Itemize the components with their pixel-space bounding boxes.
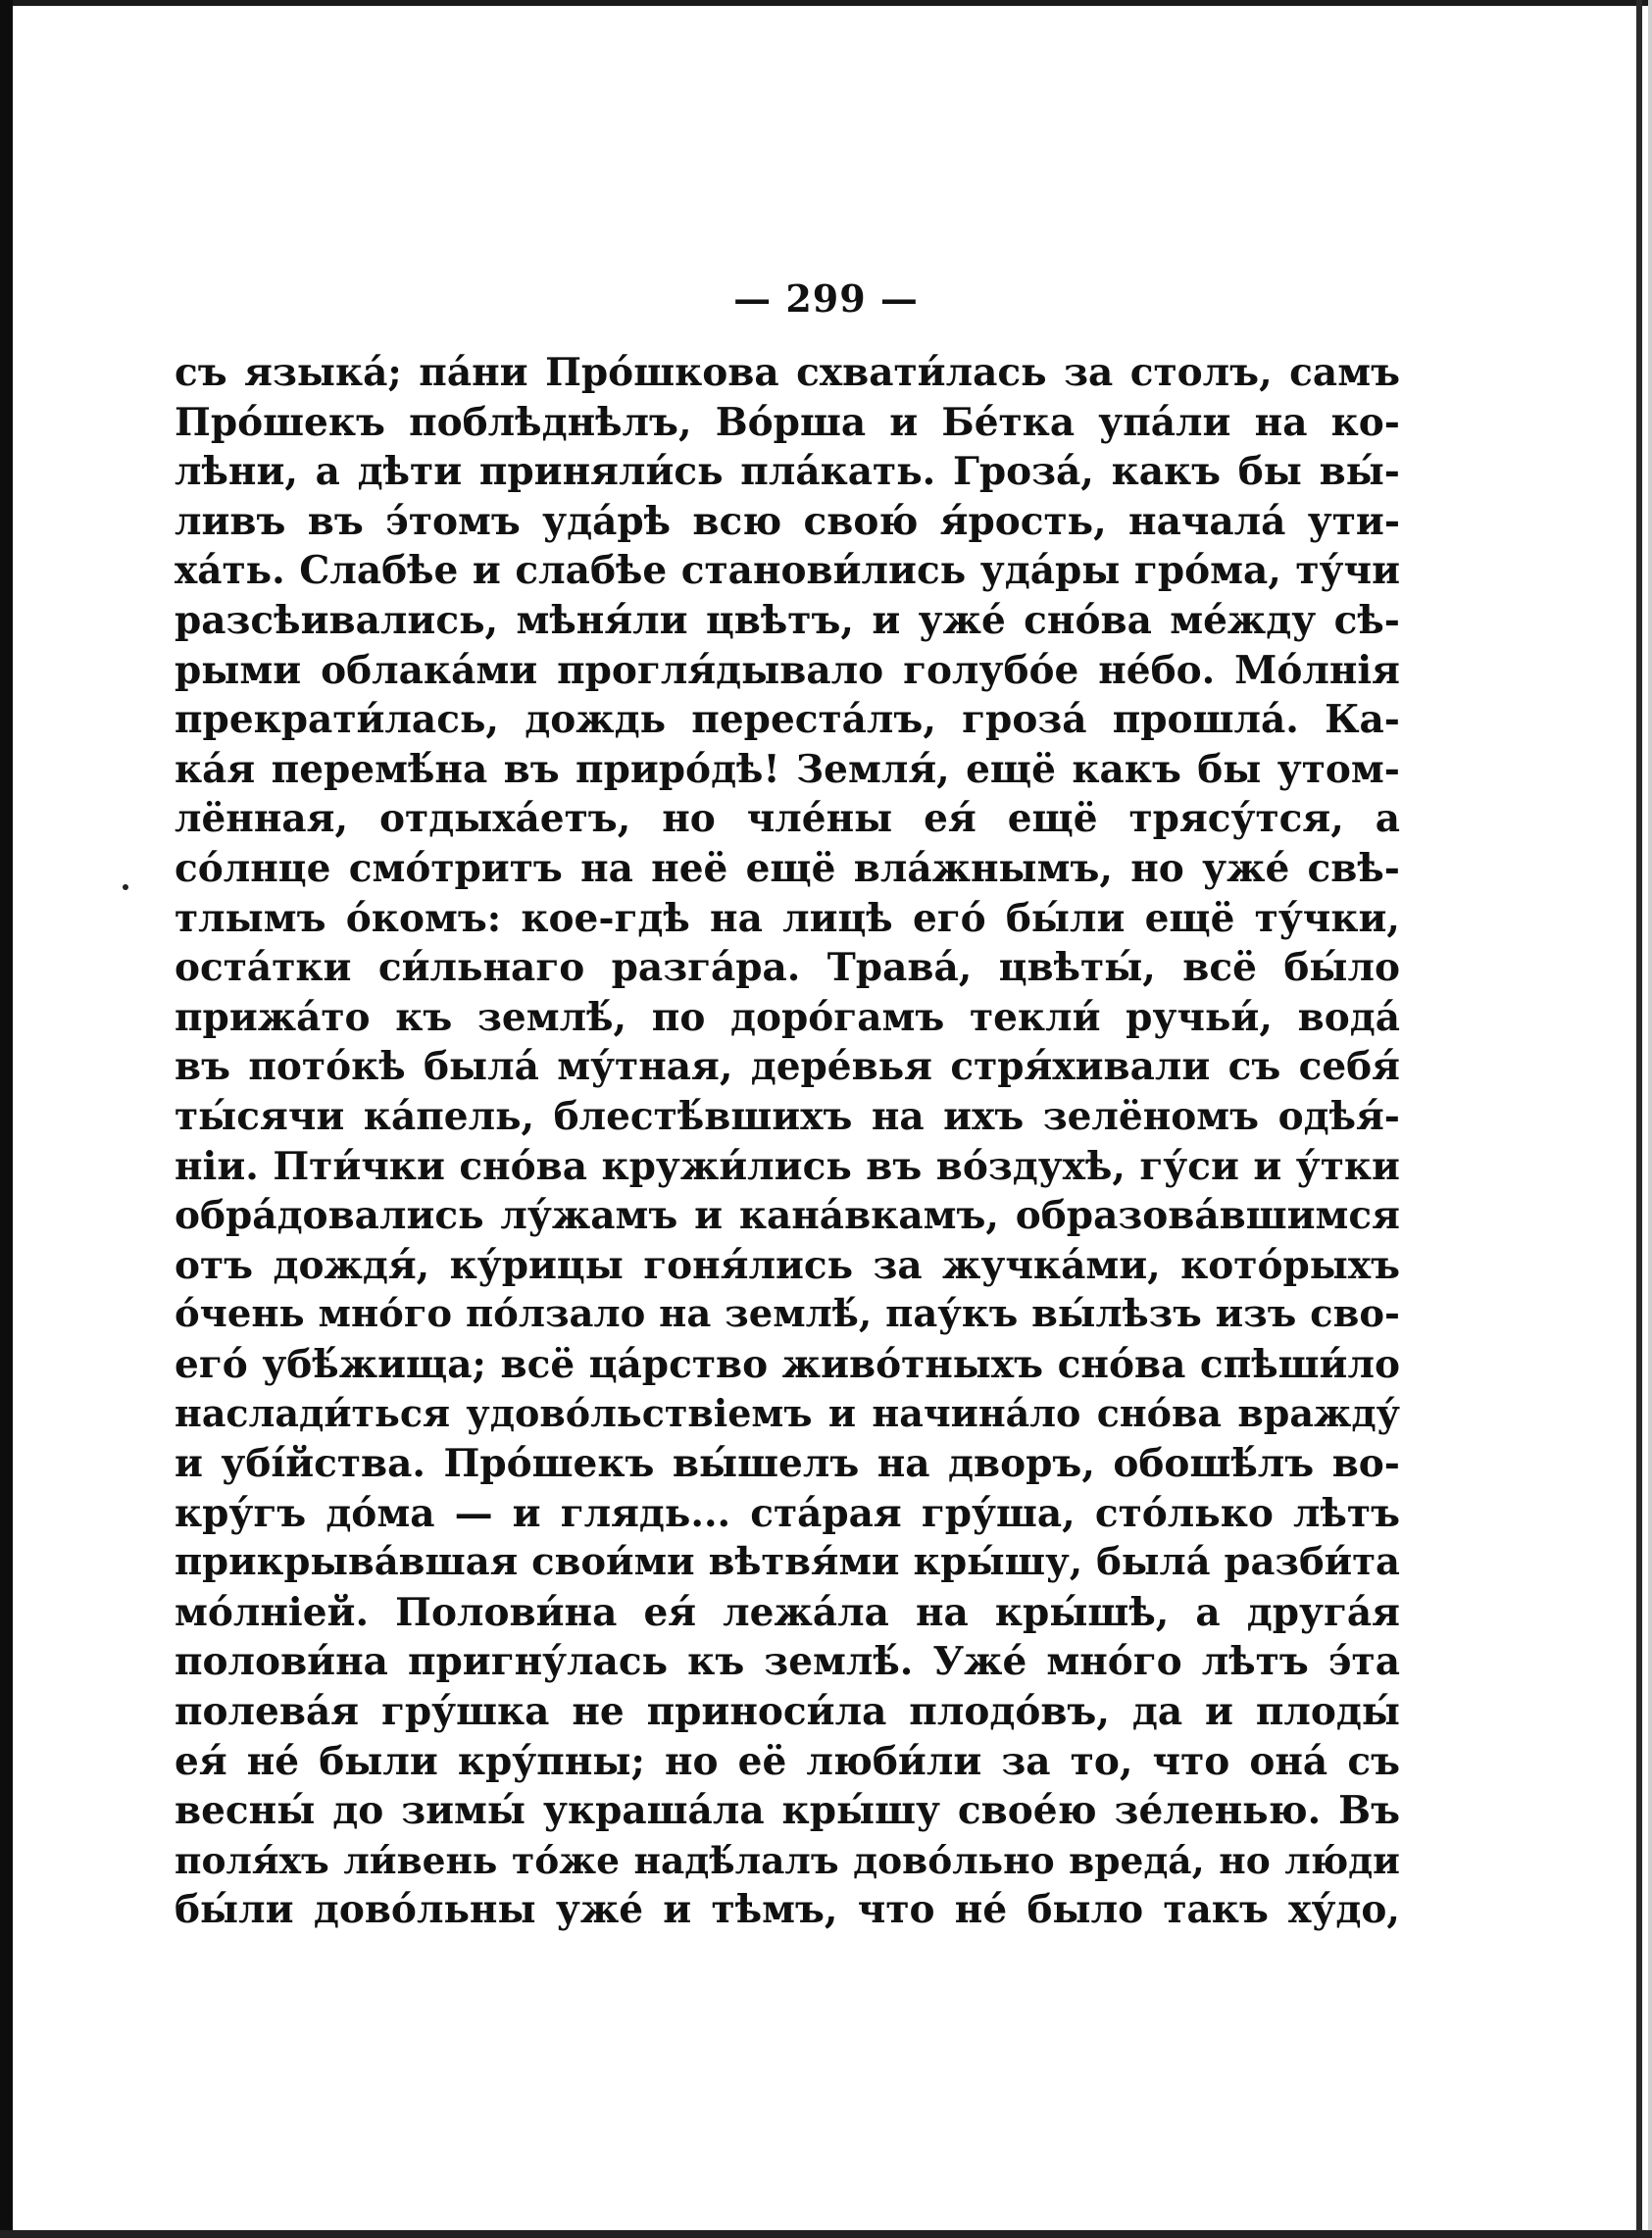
text-line: и убі́йства. Про́шекъ вы́шелъ на дворъ, обошѣ́лъ во- xyxy=(175,1441,1400,1487)
text-line: прекрати́лась, дождь переста́лъ, гроза́ прошла́. Ка- xyxy=(175,697,1400,743)
text-line: ха́ть. Слабѣе и слабѣе станови́лись уда́ры гро́ма, ту́чи xyxy=(175,548,1400,594)
text-line: разсѣивались, мѣня́ли цвѣтъ, и уже́ сно́ва ме́жду сѣ- xyxy=(175,597,1400,643)
stray-ink-mark xyxy=(123,884,128,890)
text-line: ка́я перемѣ́на въ приро́дѣ! Земля́, ещё какъ бы утом- xyxy=(175,746,1400,792)
text-line: мо́лніей. Полови́на ея́ лежа́ла на кры́шѣ, а друга́я xyxy=(175,1589,1400,1635)
scan-border-top xyxy=(0,0,1652,6)
text-line: полева́я гру́шка не приноси́ла плодо́въ, да и плоды́ xyxy=(175,1689,1400,1735)
text-line: весны́ до зимы́ украша́ла кры́шу свое́ю зе́ленью. Въ xyxy=(175,1788,1400,1834)
text-line: съ языка́; па́ни Про́шкова схвати́лась за столъ, самъ xyxy=(175,350,1400,395)
text-line: рыми облака́ми прогля́дывало голубо́е не́бо. Мо́лнія xyxy=(175,647,1400,693)
scan-border-bottom xyxy=(0,2230,1652,2238)
text-line: кру́гъ до́ма — и глядь... ста́рая гру́ша, сто́лько лѣтъ xyxy=(175,1490,1400,1536)
text-line: со́лнце смо́тритъ на неё ещё вла́жнымъ, но уже́ свѣ- xyxy=(175,845,1400,891)
text-line: обра́довались лу́жамъ и кана́вкамъ, образова́вшимся xyxy=(175,1193,1400,1239)
text-line: лѣни, а дѣти приняли́сь пла́кать. Гроза́, какъ бы вы́- xyxy=(175,449,1400,495)
text-line: ты́сячи ка́пель, блестѣ́вшихъ на ихъ зелёномъ одѣя́- xyxy=(175,1093,1400,1139)
text-line: ливъ въ э́томъ уда́рѣ всю свою́ я́рость, начала́ ути- xyxy=(175,498,1400,544)
text-line: поля́хъ ли́вень то́же надѣ́лалъ дово́льно вреда́, но лю́ди xyxy=(175,1838,1400,1882)
text-line: наслади́ться удово́льствіемъ и начина́ло сно́ва вражду́ xyxy=(175,1391,1400,1436)
text-line: ея́ не́ были кру́пны; но её люби́ли за то, что она́ съ xyxy=(175,1738,1400,1784)
text-line: въ пото́кѣ была́ му́тная, дере́вья стря́хивали съ себя́ xyxy=(175,1044,1400,1090)
text-line: бы́ли дово́льны уже́ и тѣмъ, что не́ было такъ ху́до, xyxy=(175,1887,1400,1933)
scan-margin-right xyxy=(1648,0,1652,2238)
text-line: отъ дождя́, ку́рицы гоня́лись за жучка́ми, кото́рыхъ xyxy=(175,1242,1400,1288)
text-line: тлымъ о́комъ: кое-гдѣ на лицѣ его́ бы́ли ещё ту́чки, xyxy=(175,895,1400,941)
text-line: его́ убѣ́жища; всё ца́рство живо́тныхъ сно́ва спѣши́ло xyxy=(175,1341,1400,1387)
text-line: лённая, отдыха́етъ, но чле́ны ея́ ещё трясу́тся, а xyxy=(175,796,1400,842)
text-line: полови́на пригну́лась къ землѣ́. Уже́ мно́го лѣтъ э́та xyxy=(175,1639,1400,1685)
text-line: Про́шекъ поблѣднѣлъ, Во́рша и Бе́тка упа́ли на ко- xyxy=(175,399,1400,445)
body-text xyxy=(175,348,1400,1935)
page-number: — 299 — xyxy=(733,276,919,321)
text-line: ніи. Пти́чки сно́ва кружи́лись въ во́здухѣ, гу́си и у́тки xyxy=(175,1143,1400,1189)
text-line: прижа́то къ землѣ́, по доро́гамъ текли́ ручьи́, вода́ xyxy=(175,994,1400,1040)
text-line: прикрыва́вшая свои́ми вѣтвя́ми кры́шу, была́ разби́та xyxy=(175,1540,1400,1585)
text-line: о́чень мно́го по́лзало на землѣ́, пау́къ вы́лѣзъ изъ сво- xyxy=(175,1292,1400,1337)
text-line: оста́тки си́льнаго разга́ра. Трава́, цвѣты́, всё бы́ло xyxy=(175,945,1400,991)
scan-border-left xyxy=(0,0,13,2238)
scan-border-right xyxy=(1636,0,1642,2238)
